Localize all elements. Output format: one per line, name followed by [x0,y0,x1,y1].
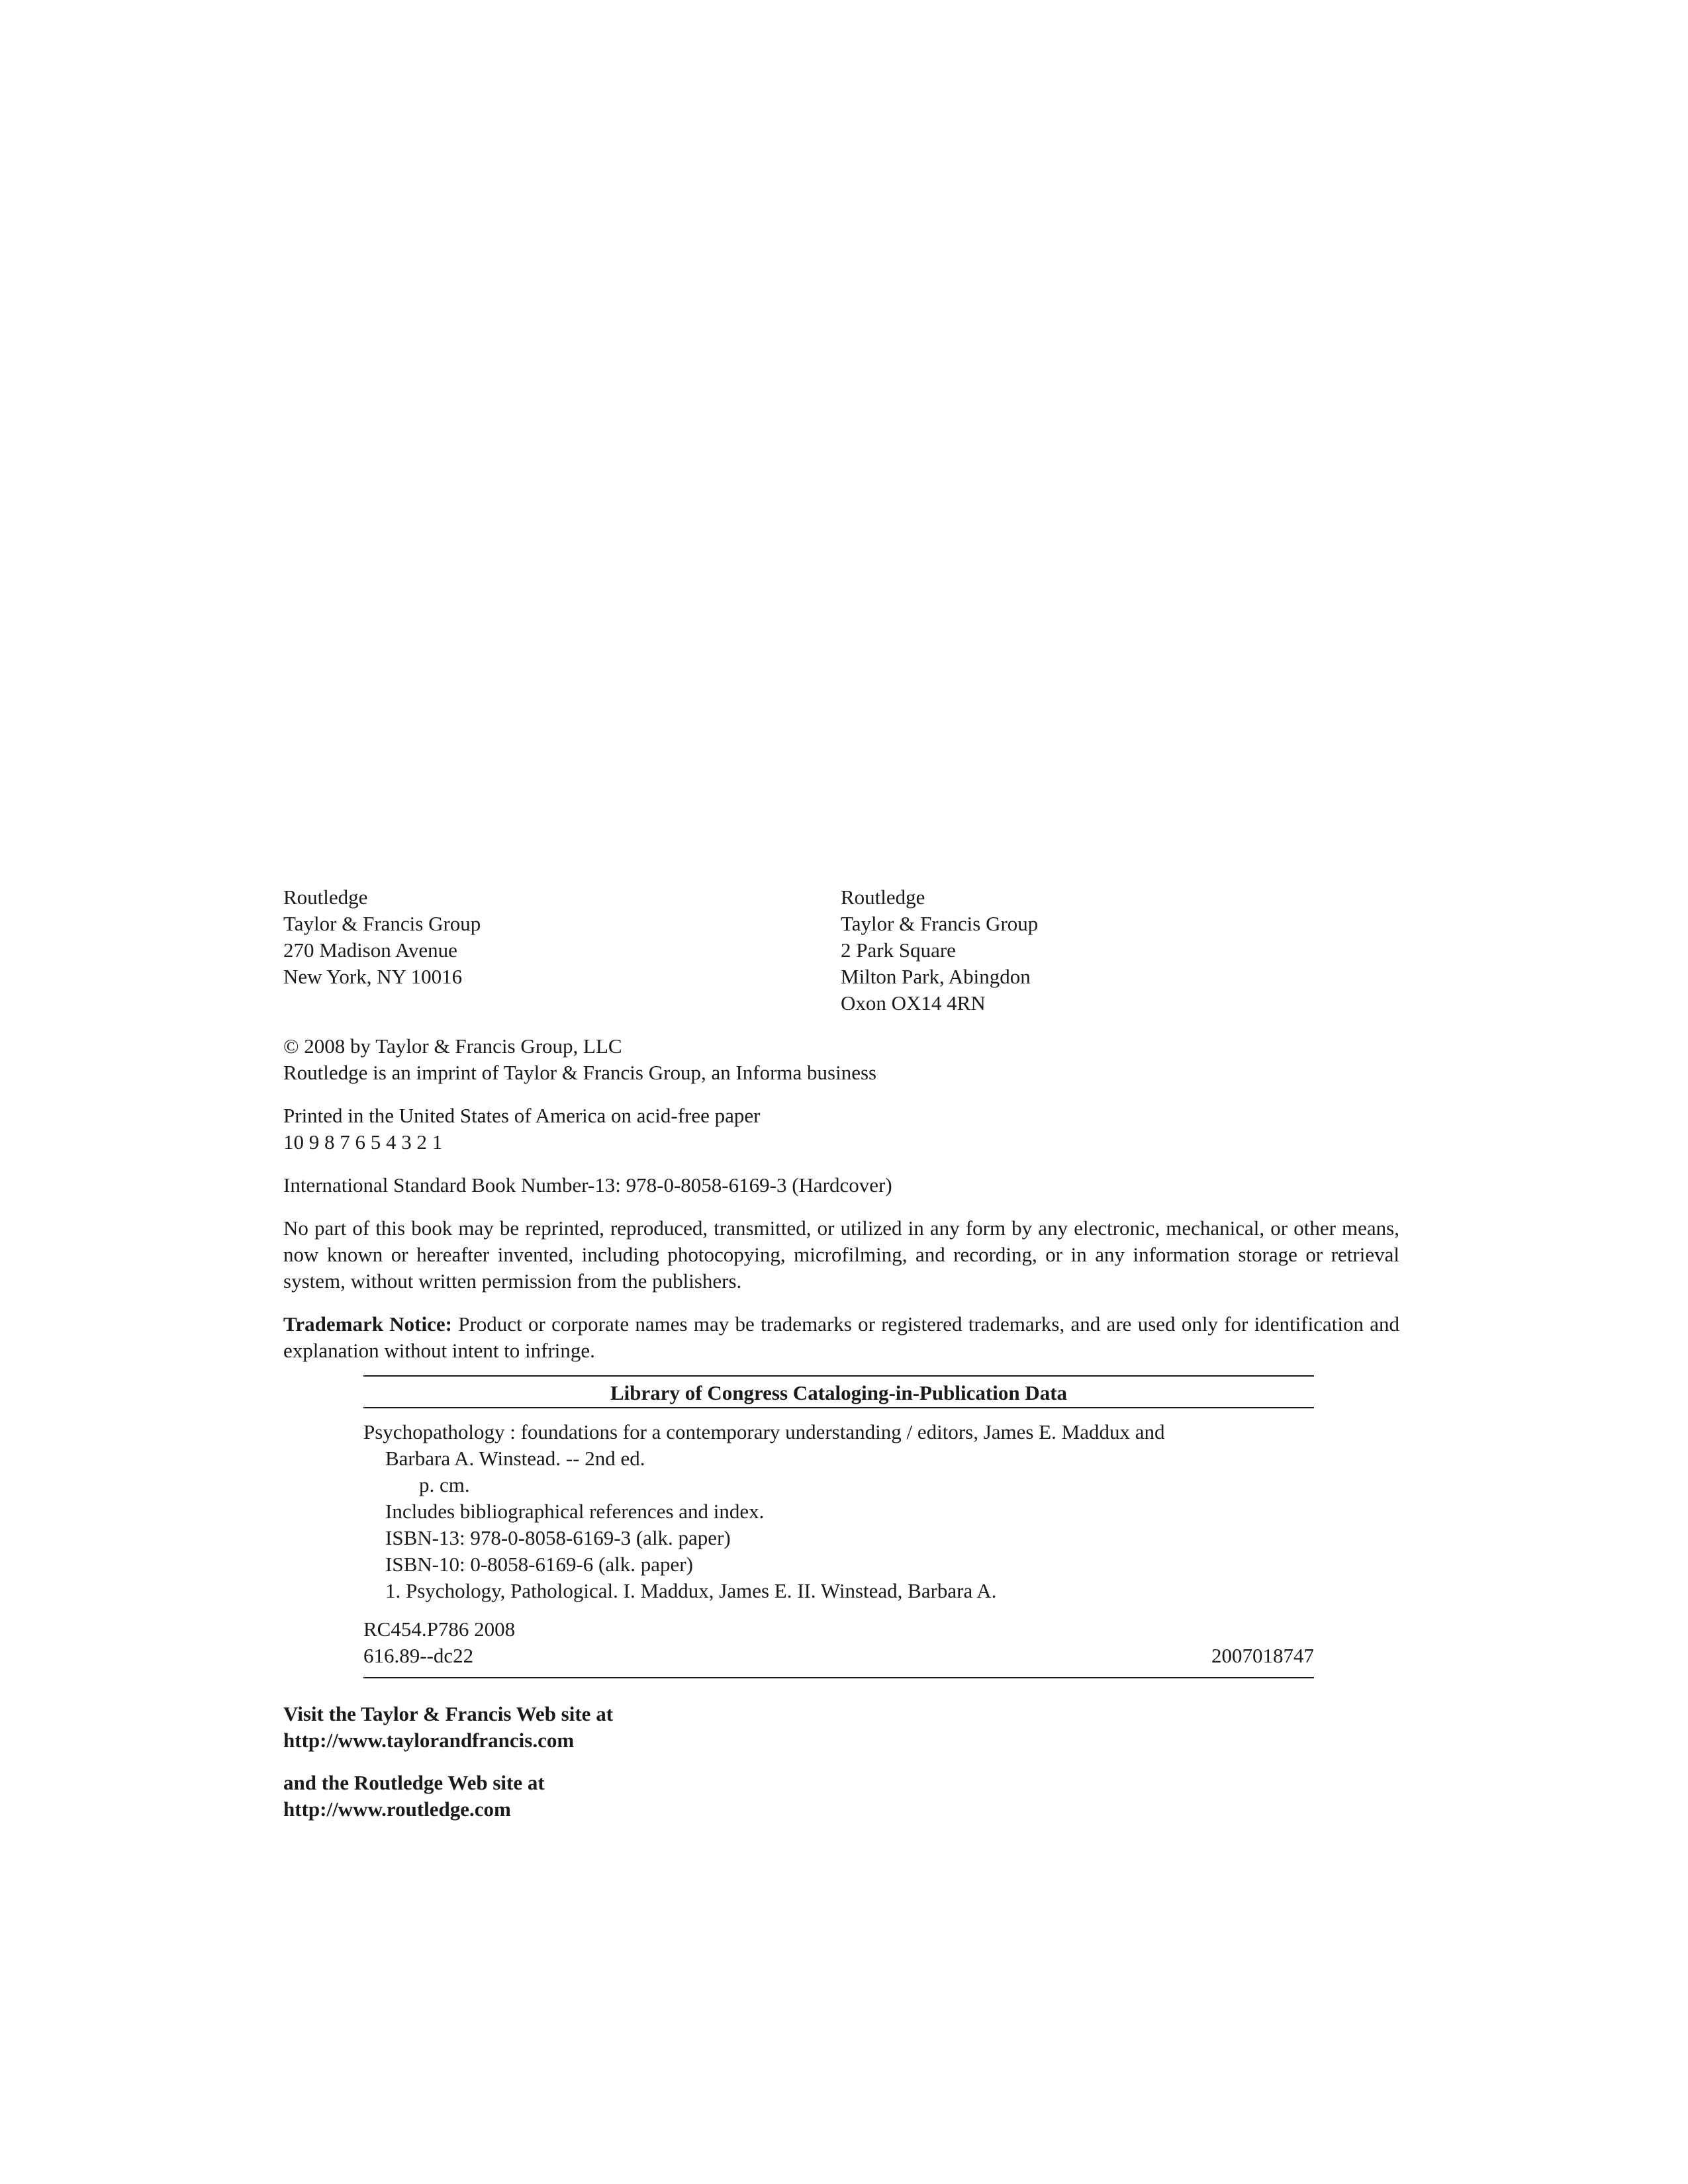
address-line: Taylor & Francis Group [283,912,481,935]
trademark-text: Product or corporate names may be trademarks or registered trademarks, and are used only for identification and explanation without intent to infringe. [283,1312,1399,1362]
print-run-line: 10 9 8 7 6 5 4 3 2 1 [283,1130,443,1154]
call-number-row [363,1616,1314,1643]
publisher-addresses [283,884,1399,1017]
cip-pcm: p. cm. [419,1473,470,1496]
dewey-row [363,1643,1314,1669]
cip-note: Includes bibliographical references and index. [385,1500,765,1523]
cip-header: Library of Congress Cataloging-in-Publication Data [610,1381,1068,1404]
dewey-number: 616.89--dc22 [363,1644,474,1667]
us-address [283,884,841,1017]
isbn-statement [283,1172,1399,1199]
cip-subjects: 1. Psychology, Pathological. I. Maddux, James E. II. Winstead, Barbara A. [385,1579,997,1602]
address-line: New York, NY 10016 [283,965,463,988]
lccn: 2007018747 [1211,1644,1314,1667]
trademark-label: Trademark Notice: [283,1312,452,1336]
imprint-line: Routledge is an imprint of Taylor & Francis Group, an Informa business [283,1061,877,1084]
call-number: RC454.P786 2008 [363,1617,516,1641]
printed-in-line: Printed in the United States of America on acid-free paper [283,1104,761,1127]
address-line: Routledge [283,886,368,909]
copyright-page [283,884,1399,1823]
address-line: Taylor & Francis Group [841,912,1039,935]
tf-web-label: Visit the Taylor & Francis Web site at [283,1702,614,1725]
copyright-notice [283,1033,1399,1086]
cip-record [363,1408,1314,1604]
address-line: 270 Madison Avenue [283,938,457,962]
copyright-line: © 2008 by Taylor & Francis Group, LLC [283,1034,622,1058]
rl-web-label: and the Routledge Web site at [283,1771,545,1794]
cip-top-rule [363,1375,1314,1377]
cip-isbn13: ISBN-13: 978-0-8058-6169-3 (alk. paper) [385,1526,731,1549]
address-line: Milton Park, Abingdon [841,965,1031,988]
address-line: 2 Park Square [841,938,956,962]
cip-title-line: Barbara A. Winstead. -- 2nd ed. [385,1447,645,1470]
rights-notice: No part of this book may be reprinted, reproduced, transmitted, or utilized in any form by any electronic, mechanical, or other means, now known or hereafter invented, including photocopying, microfilming, and recording, or in any information storage or retrieval system, without written permission from the publishers. [283,1216,1399,1293]
cip-bottom-rule [363,1677,1314,1678]
cip-isbn10: ISBN-10: 0-8058-6169-6 (alk. paper) [385,1553,693,1576]
address-line: Oxon OX14 4RN [841,991,986,1015]
cip-data-block [363,1375,1314,1678]
cip-title-line: Psychopathology : foundations for a contemporary understanding / editors, James E. Maddux and [363,1420,1165,1443]
address-line: Routledge [841,886,925,909]
tf-web-url[interactable]: http://www.taylorandfrancis.com [283,1729,575,1752]
trademark-notice [283,1311,1399,1364]
uk-address [841,884,1398,1017]
printing-info [283,1103,1399,1156]
web-sites [283,1701,1399,1823]
isbn-line: International Standard Book Number-13: 978-0-8058-6169-3 (Hardcover) [283,1173,892,1197]
rl-web-url[interactable]: http://www.routledge.com [283,1797,511,1821]
cip-classification [363,1616,1314,1669]
